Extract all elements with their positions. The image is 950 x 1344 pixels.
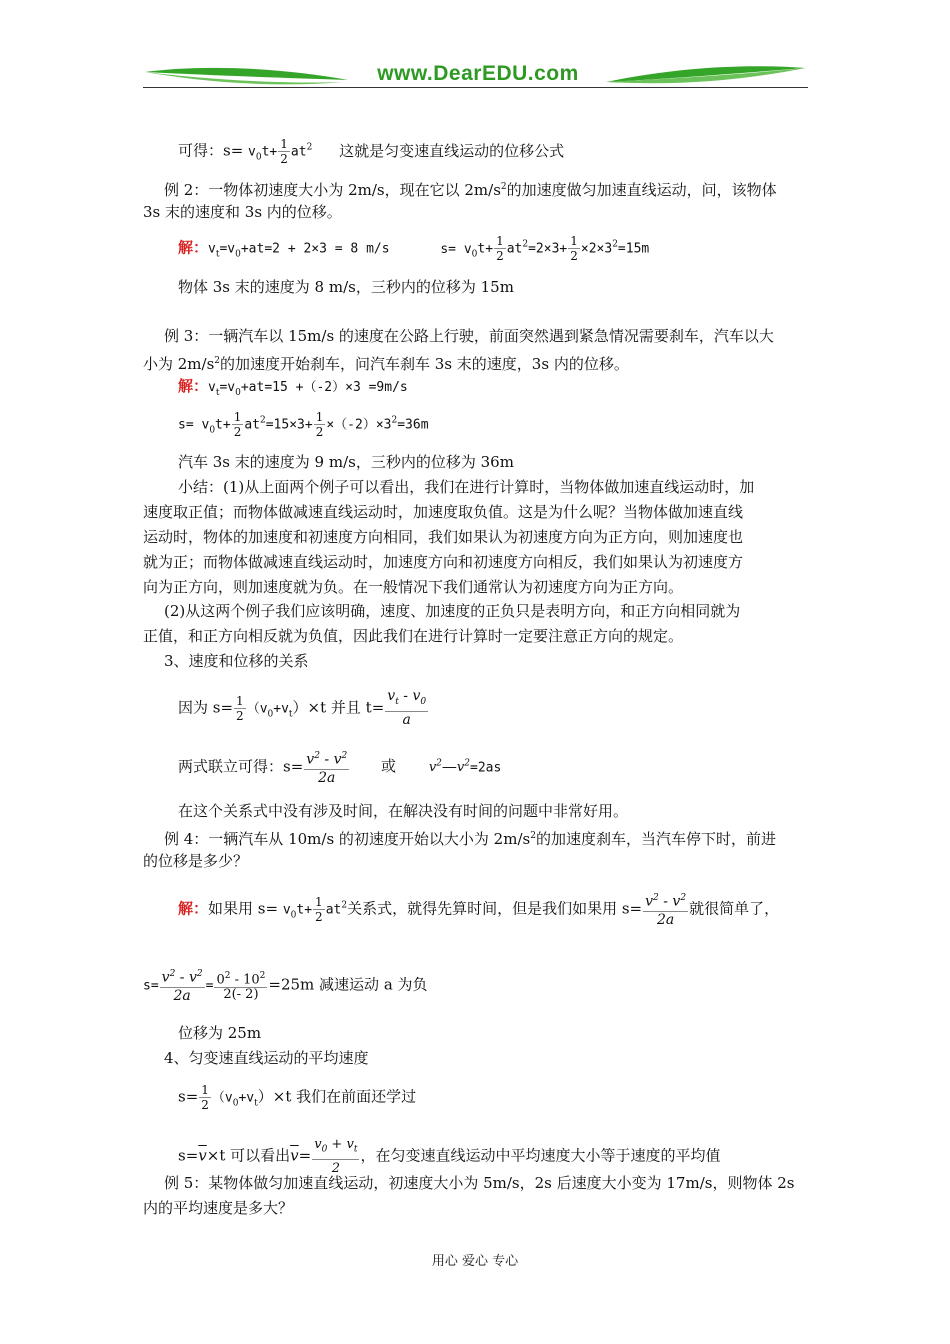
text: 2 (224, 970, 231, 981)
fraction (199, 1083, 211, 1112)
text: 1 (201, 1083, 209, 1097)
text: 或 (381, 757, 397, 776)
text: at (325, 902, 342, 918)
text: 就很简单了， (689, 899, 780, 918)
text: 2a (656, 911, 675, 928)
text: 小结：(1)从上面两个例子可以看出，我们在进行计算时，当物体做加速直线运动时，加 (178, 478, 755, 496)
text: s= v (178, 417, 210, 433)
formula-line (178, 688, 429, 729)
text: t+ (296, 902, 313, 918)
site-logo-text[interactable]: www.DearEDU.com (377, 62, 579, 85)
text: 0 (235, 388, 241, 398)
text: =2×3+ (528, 241, 568, 257)
text: 例 4：一辆汽车从 10m/s 的初速度开始以大小为 2m/s (164, 830, 531, 848)
text: t (395, 696, 399, 707)
text: 1 (496, 234, 504, 248)
text: 1 (236, 693, 244, 708)
text: s= (178, 1087, 199, 1106)
text: 2 (680, 893, 687, 903)
text: v (333, 751, 342, 768)
fraction (160, 966, 205, 1005)
text: v (306, 751, 315, 768)
text: v (282, 902, 291, 918)
fraction (314, 410, 326, 439)
text: 位移为 25m (178, 1024, 262, 1042)
text: 内的平均速度是多大？ (143, 1199, 294, 1217)
text: 物体 3s 末的速度为 8 m/s，三秒内的位移为 15m (178, 278, 514, 296)
formula-line (178, 137, 564, 167)
text: +at=2 + 2×3 = 8 m/s (240, 241, 390, 257)
text: 2 (315, 909, 323, 924)
section-heading (164, 1049, 369, 1067)
text: a (402, 711, 411, 728)
text: =36m (397, 417, 429, 433)
paragraph-line (143, 203, 342, 221)
text: v (248, 144, 256, 160)
text: ×（-2）×3 (326, 417, 392, 433)
text: 例 3：一辆汽车以 15m/s 的速度在公路上行驶，前面突然遇到紧急情况需要刹车，汽车以大 (164, 327, 774, 345)
paragraph-line (143, 1199, 293, 1217)
text: - (230, 971, 244, 987)
text: 2 (233, 425, 242, 439)
text: 这就是匀变速直线运动的位移公式 (339, 141, 565, 160)
text: 2(- 2) (223, 986, 259, 1002)
text: （v (246, 701, 268, 717)
text: $\overline{v}$ (290, 1146, 299, 1165)
text: 如果用 s= (208, 899, 283, 918)
text: 2a (318, 769, 336, 786)
text: t (353, 1144, 358, 1155)
text: 2 (214, 356, 221, 366)
text: 0 (209, 425, 216, 436)
fraction (214, 969, 267, 1002)
text: t+ (261, 144, 278, 160)
fraction (494, 234, 506, 263)
paragraph-line (178, 278, 514, 296)
text: at (290, 144, 307, 160)
text: 2 (196, 969, 203, 979)
text: $\overline{v}$ (198, 1146, 207, 1165)
text: 两式联立可得：s= (178, 757, 304, 776)
text: 1 (280, 137, 288, 151)
text: 2 (306, 142, 313, 153)
text: 2 (530, 831, 536, 841)
text: 运动时，物体的加速度和初速度方向相同，我们如果认为初速度方向为正方向，则加速度也 (143, 528, 744, 546)
paragraph-line (178, 1024, 261, 1042)
text: = (205, 978, 214, 994)
text: 1 (570, 234, 578, 248)
text: 的位移是多少？ (143, 852, 249, 870)
text: 2 (341, 751, 348, 761)
text: at (244, 417, 260, 433)
paragraph-line (143, 528, 743, 546)
page-footer: 用心 爱心 专心 (431, 1254, 519, 1269)
formula-line (178, 1083, 416, 1113)
text: 2 (522, 239, 529, 250)
text: 例 2：一物体初速度大小为 2m/s，现在它以 2m/s (164, 181, 501, 199)
text: 0 (216, 971, 225, 987)
header-rule (143, 87, 808, 88)
text: ）×t 并且 t= (292, 698, 385, 717)
text: 0 (267, 709, 274, 720)
text: 0 (235, 249, 241, 260)
text: = (298, 1146, 312, 1165)
text: 就为正；而物体做减速直线运动时，加速度方向和初速度方向相反，我们如果认为初速度方 (143, 553, 744, 571)
text: v (208, 380, 216, 395)
text: - (398, 688, 413, 704)
text: at (506, 241, 523, 257)
text: 2 (201, 1098, 209, 1112)
solution-line (178, 890, 779, 929)
text: =v (219, 380, 236, 395)
text: v (208, 241, 216, 257)
text: 1 (315, 410, 324, 424)
text: 2 (612, 239, 618, 250)
text: 2 (236, 708, 244, 723)
formula-line (143, 966, 428, 1005)
text: 2 (315, 425, 324, 439)
text: 1 (315, 894, 323, 909)
text: s= v (440, 241, 472, 257)
fraction (234, 694, 246, 723)
paragraph-line (143, 627, 683, 645)
text: v (672, 893, 681, 910)
text: + (327, 1137, 347, 1152)
text: 2 (280, 152, 288, 166)
text: 的加速度刹车，当汽车停下时，前进 (535, 830, 776, 848)
text: 可得：s= (178, 141, 249, 160)
text: 2 (169, 969, 176, 979)
fraction (568, 234, 580, 263)
text: 速度取正值；而物体做减速直线运动时，加速度取负值。这是为什么呢？当物体做加速直线 (143, 503, 744, 521)
section-heading (164, 652, 309, 670)
text: t (215, 249, 220, 260)
text: 2 (331, 1160, 340, 1176)
text: t (254, 1098, 258, 1109)
text: - (319, 751, 334, 768)
text: 2 (391, 415, 398, 426)
text: ，在匀变速直线运动中平均速度大小等于速度的平均值 (360, 1146, 721, 1165)
text: v (346, 1137, 354, 1152)
text: v (387, 688, 396, 704)
paragraph-line (164, 1174, 794, 1192)
text: s= (178, 1146, 199, 1165)
solution-label: 解： (178, 238, 209, 257)
text: v (188, 969, 197, 986)
text: 小为 2m/s (143, 355, 215, 373)
fraction (312, 1136, 359, 1177)
text: 的加速度做匀加速直线运动，问，该物体 (506, 181, 777, 199)
text: 的加速度开始刹车，问汽车刹车 3s 末的速度，3s 内的位移。 (220, 355, 629, 373)
text: 正值，和正方向相反就为负值，因此我们在进行计算时一定要注意正方向的规定。 (143, 627, 684, 645)
text: t+ (477, 241, 494, 257)
solution-line (178, 234, 649, 264)
text: 2 (259, 970, 266, 981)
text: - (175, 969, 189, 986)
site-header (143, 58, 808, 94)
solution-label: 解： (178, 377, 209, 395)
paragraph-line (164, 327, 774, 345)
text: 2 (260, 415, 266, 426)
text: =15m (617, 241, 650, 257)
text: 3、速度和位移的关系 (164, 652, 309, 670)
text: 0 (471, 249, 478, 260)
text: 2a (173, 987, 191, 1004)
text: 0 (290, 910, 297, 921)
paragraph-line (164, 827, 776, 848)
paragraph-line (164, 602, 740, 620)
text: v (412, 688, 421, 704)
formula-line (178, 1136, 720, 1177)
solution-line (178, 377, 408, 402)
text: v (161, 969, 170, 986)
text: 2 (653, 893, 659, 903)
paragraph-line (143, 852, 248, 870)
text: =v (219, 241, 236, 257)
formula-line (178, 748, 501, 787)
text: +at=15 +（-2）×3 =9m/s (240, 380, 408, 395)
text: 1 (233, 410, 242, 424)
text: - (658, 893, 673, 910)
text: t+ (215, 417, 231, 433)
text: ×2×3 (580, 241, 613, 257)
text: v (456, 760, 465, 776)
text: 0 (255, 152, 262, 163)
text: （v (211, 1090, 233, 1106)
text: 汽车 3s 末的速度为 9 m/s，三秒内的位移为 36m (178, 453, 514, 471)
text: 2 (341, 900, 348, 911)
paragraph-line (143, 553, 743, 571)
fraction (313, 895, 325, 924)
text: t (288, 709, 293, 720)
text: 0 (232, 1098, 239, 1109)
text: 关系式，就得先算时间，但是我们如果用 s= (347, 899, 643, 918)
text: 向为正方向，则加速度就为负。在一般情况下我们通常认为初速度方向为正方向。 (143, 578, 684, 596)
text: 10 (243, 971, 260, 987)
text: =15×3+ (265, 417, 313, 433)
text: 2 (464, 759, 470, 769)
paragraph-line (143, 352, 629, 373)
paragraph-line (143, 578, 683, 596)
text: 0 (420, 696, 427, 707)
text: 因为 s= (178, 698, 234, 717)
text: +v (238, 1090, 255, 1106)
text: 在这个关系式中没有涉及时间，在解决没有时间的问题中非常好用。 (178, 802, 629, 820)
text: v (314, 1137, 322, 1152)
text: =2as (470, 760, 502, 776)
text: ×t 可以看出 (206, 1146, 291, 1165)
paragraph-line (178, 478, 754, 496)
text: 2 (570, 249, 578, 263)
text: t (215, 388, 220, 398)
text: 例 5：某物体做匀加速直线运动，初速度大小为 5m/s，2s 后速度大小变为 17m/s，则物体 2s (164, 1174, 795, 1192)
text: ）×t 我们在前面还学过 (257, 1087, 417, 1106)
fraction (232, 410, 244, 439)
text: s= (143, 978, 159, 994)
text: 3s 末的速度和 3s 内的位移。 (143, 203, 342, 221)
text: 2 (436, 759, 442, 769)
solution-label: 解： (178, 899, 209, 918)
fraction (304, 748, 349, 787)
text: 0 (321, 1144, 328, 1155)
paragraph-line (178, 453, 514, 471)
paragraph-line (164, 178, 777, 199)
paragraph-line (143, 503, 743, 521)
fraction (643, 890, 688, 929)
text: — (441, 757, 457, 776)
text: +v (273, 701, 289, 717)
text: 4、匀变速直线运动的平均速度 (164, 1049, 369, 1067)
text: v (645, 893, 654, 910)
text: (2)从这两个例子我们应该明确，速度、加速度的正负只是表明方向，和正方向相同就为 (164, 602, 741, 620)
text: v (428, 760, 437, 776)
text: =25m 减速运动 a 为负 (268, 975, 428, 994)
text: 2 (314, 751, 320, 761)
text: 2 (500, 182, 507, 192)
text: 2 (496, 249, 504, 263)
paragraph-line (178, 802, 628, 820)
fraction (385, 688, 428, 729)
formula-line (178, 410, 429, 440)
fraction (278, 137, 290, 166)
